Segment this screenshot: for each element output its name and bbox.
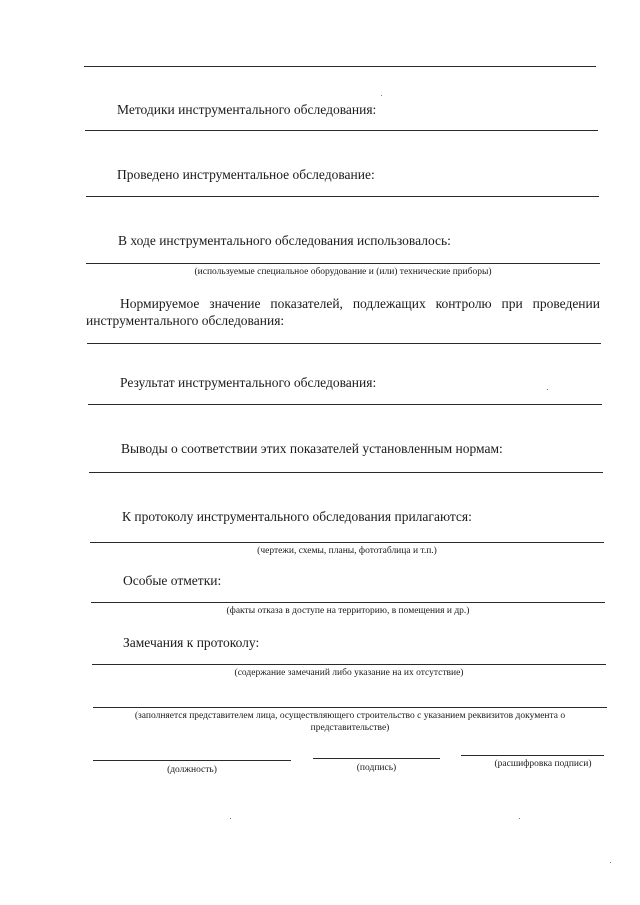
protocol-remarks-label: Замечания к протоколу:: [123, 635, 260, 650]
scan-speck: [230, 818, 231, 819]
equipment-used-line: [86, 263, 600, 264]
special-notes-line: [91, 602, 605, 603]
decoding-hint: (расшифровка подписи): [494, 759, 592, 769]
sign-hint: (подпись): [356, 763, 397, 773]
special-notes-hint: (факты отказа в доступе на территорию, в помещения и др.): [226, 606, 470, 616]
protocol-remarks-line: [92, 664, 606, 665]
scan-speck: [547, 389, 548, 390]
instrumental-methods-line: [85, 130, 598, 131]
equipment-used-label: В ходе инструментального обследования использовалось:: [118, 233, 451, 248]
compliance-conclusions-label: Выводы о соответствии этих показателей установленным нормам:: [121, 441, 503, 456]
examination-conducted-label: Проведено инструментальное обследование:: [117, 167, 375, 182]
scan-speck: [610, 862, 611, 863]
instrumental-methods-label: Методики инструментального обследования:: [117, 102, 377, 117]
compliance-conclusions-line: [89, 472, 603, 473]
scan-speck: [519, 818, 520, 819]
examination-result-line: [88, 404, 602, 405]
position-hint: (должность): [167, 765, 217, 775]
normalized-values-line: [87, 343, 601, 344]
examination-conducted-line: [86, 196, 599, 197]
attachments-line: [90, 542, 604, 543]
representative-line: [93, 707, 607, 708]
scan-speck: [381, 95, 382, 96]
position-line: [93, 760, 291, 761]
decoding-line: [461, 755, 604, 756]
normalized-values-label: Нормируемое значение показателей, подлежащих контролю при проведении инструментального обследования:: [86, 296, 600, 328]
protocol-remarks-hint: (содержание замечаний либо указание на их отсутствие): [234, 668, 464, 678]
attachments-hint: (чертежи, схемы, планы, фототаблица и т.п.): [257, 546, 437, 556]
sign-line: [313, 758, 440, 759]
representative-hint: (заполняется представителем лица, осуществляющего строительство с указанием реквизитов документа о представительстве): [134, 711, 566, 733]
examination-result-label: Результат инструментального обследования:: [120, 375, 377, 390]
equipment-used-hint: (используемые специальное оборудование и (или) технические приборы): [194, 267, 492, 277]
fill-line-top: [84, 66, 596, 67]
special-notes-label: Особые отметки:: [123, 573, 222, 588]
attachments-label: К протоколу инструментального обследования прилагаются:: [122, 509, 472, 524]
